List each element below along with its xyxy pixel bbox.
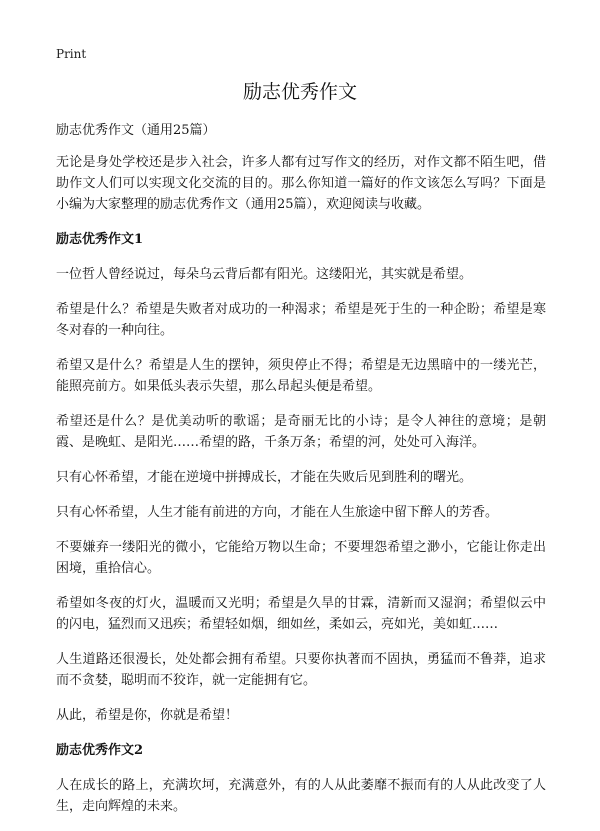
paragraph: 人在成长的路上，充满坎坷，充满意外，有的人从此萎靡不振而有的人从此改变了人生，走向辉煌的未来。 bbox=[56, 778, 546, 814]
article-subtitle: 励志优秀作文（通用25篇） bbox=[56, 123, 216, 138]
paragraph: 只有心怀希望，才能在逆境中拼搏成长，才能在失败后见到胜利的曙光。 bbox=[56, 470, 473, 485]
paragraph: 从此，希望是你，你就是希望！ bbox=[56, 708, 239, 723]
article-body bbox=[56, 120, 546, 831]
paragraph: 不要嫌弃一缕阳光的微小，它能给万物以生命；不要埋怨希望之渺小，它能让你走出困境，重拾信心。 bbox=[56, 540, 546, 576]
paragraph: 希望还是什么？是优美动听的歌谣；是奇丽无比的小诗；是令人神往的意境；是朝霞、是晚虹、是阳光……希望的路，千条万条；希望的河，处处可入海洋。 bbox=[56, 414, 546, 450]
paragraph: 希望如冬夜的灯火，温暖而又光明；希望是久旱的甘霖，清新而又湿润；希望似云中的闪电，猛烈而又迅疾；希望轻如烟，细如丝，柔如云，亮如光，美如虹…… bbox=[56, 596, 546, 632]
paragraph: 希望是什么？希望是失败者对成功的一种渴求；希望是死于生的一种企盼；希望是寒冬对春的一种向往。 bbox=[56, 302, 546, 338]
paragraph: 只有心怀希望，人生才能有前进的方向，才能在人生旅途中留下醉人的芳香。 bbox=[56, 505, 499, 520]
page-title: 励志优秀作文 bbox=[242, 81, 357, 103]
paragraph: 一位哲人曾经说过，每朵乌云背后都有阳光。这缕阳光，其实就是希望。 bbox=[56, 267, 473, 282]
section-heading-1: 励志优秀作文1 bbox=[56, 232, 144, 247]
paragraph: 希望又是什么？希望是人生的摆钟，须臾停止不得；希望是无边黑暗中的一缕光芒，能照亮前方。如果低头表示失望，那么昂起头便是希望。 bbox=[56, 358, 546, 394]
intro-paragraph: 无论是身处学校还是步入社会，许多人都有过写作文的经历，对作文都不陌生吧，借助作文人们可以实现文化交流的目的。那么你知道一篇好的作文该怎么写吗？下面是小编为大家整理的励志优秀作文（通用25篇），欢迎阅读与收藏。 bbox=[56, 155, 546, 212]
paragraph: 人生道路还很漫长，处处都会拥有希望。只要你执著而不固执，勇猛而不鲁莽，追求而不贪婪，聪明而不狡诈，就一定能拥有它。 bbox=[56, 652, 546, 688]
print-link[interactable]: Print bbox=[56, 47, 87, 61]
section-heading-2: 励志优秀作文2 bbox=[56, 743, 144, 758]
